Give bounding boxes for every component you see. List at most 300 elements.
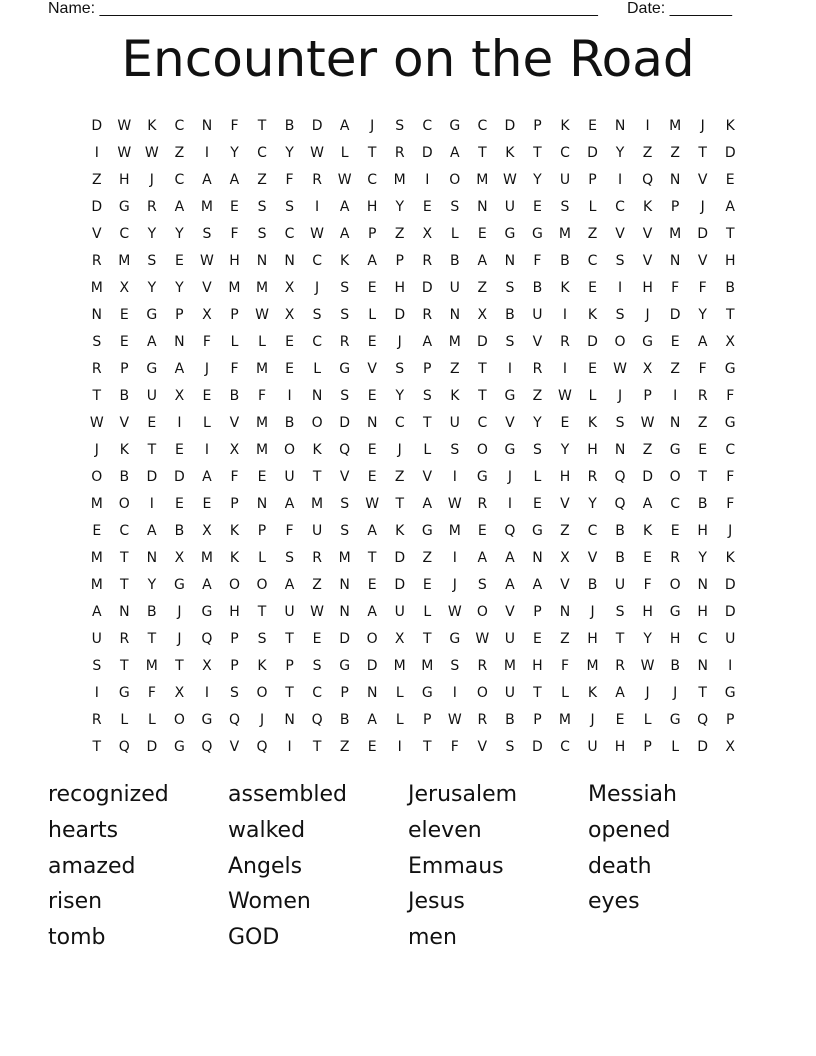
grid-cell: V bbox=[615, 225, 625, 242]
grid-cell: I bbox=[562, 306, 568, 323]
grid-cell: T bbox=[422, 630, 432, 647]
grid-cell: S bbox=[422, 387, 432, 404]
grid-cell: V bbox=[697, 171, 708, 188]
grid-cell: X bbox=[284, 279, 295, 296]
grid-cell: D bbox=[587, 333, 598, 350]
grid-cell: N bbox=[697, 657, 708, 674]
grid-cell: I bbox=[397, 738, 402, 755]
word-list-item: walked bbox=[228, 817, 306, 843]
grid-cell: T bbox=[725, 306, 735, 323]
grid-cell: T bbox=[285, 684, 294, 701]
grid-cell: W bbox=[255, 306, 269, 323]
grid-cell: Y bbox=[175, 279, 184, 296]
grid-cell: U bbox=[284, 603, 295, 620]
grid-cell: R bbox=[422, 306, 433, 323]
grid-cell: A bbox=[339, 198, 350, 215]
word-list-item: eyes bbox=[588, 889, 640, 915]
grid-cell: G bbox=[504, 225, 516, 242]
grid-cell: C bbox=[394, 414, 405, 431]
grid-cell: C bbox=[587, 252, 598, 269]
grid-cell: F bbox=[230, 225, 239, 242]
grid-cell: I bbox=[315, 198, 320, 215]
grid-cell: W bbox=[447, 495, 462, 512]
grid-cell: Z bbox=[312, 576, 322, 593]
grid-cell: E bbox=[257, 468, 267, 485]
grid-cell: Q bbox=[642, 171, 654, 188]
grid-cell: C bbox=[422, 117, 433, 134]
word-list-item: amazed bbox=[48, 853, 136, 879]
grid-cell: C bbox=[367, 171, 378, 188]
word-list-item: Jerusalem bbox=[408, 782, 518, 807]
grid-cell: W bbox=[117, 144, 132, 161]
grid-cell: E bbox=[477, 225, 487, 242]
grid-cell: N bbox=[339, 576, 350, 593]
grid-cell: N bbox=[669, 252, 681, 269]
grid-cell: K bbox=[229, 522, 240, 539]
grid-cell: K bbox=[340, 252, 350, 269]
grid-cell: E bbox=[174, 495, 184, 512]
grid-cell: A bbox=[202, 576, 212, 593]
grid-cell: Q bbox=[201, 630, 213, 647]
grid-cell: M bbox=[393, 171, 406, 188]
grid-cell: T bbox=[312, 468, 322, 485]
grid-cell: E bbox=[477, 522, 487, 539]
grid-cell: D bbox=[91, 117, 103, 134]
grid-cell: P bbox=[725, 711, 735, 728]
grid-cell: A bbox=[174, 198, 185, 215]
grid-cell: T bbox=[478, 387, 487, 404]
grid-cell: D bbox=[146, 738, 158, 755]
grid-cell: Y bbox=[395, 387, 404, 404]
grid-cell: E bbox=[670, 333, 680, 350]
grid-cell: P bbox=[257, 522, 267, 539]
grid-cell: T bbox=[92, 387, 102, 404]
grid-cell: W bbox=[89, 414, 104, 431]
grid-cell: P bbox=[230, 306, 239, 323]
grid-cell: V bbox=[587, 549, 598, 566]
grid-cell: O bbox=[614, 333, 626, 350]
letter-grid bbox=[83, 112, 744, 760]
grid-cell: R bbox=[312, 549, 322, 566]
grid-cell: K bbox=[147, 117, 157, 134]
grid-cell: V bbox=[560, 576, 570, 593]
grid-cell: A bbox=[615, 684, 625, 701]
grid-cell: E bbox=[202, 387, 212, 404]
grid-cell: J bbox=[507, 468, 512, 485]
grid-cell: A bbox=[339, 225, 350, 242]
grid-cell: F bbox=[285, 522, 294, 539]
grid-cell: L bbox=[423, 603, 432, 620]
grid-cell: M bbox=[90, 549, 103, 566]
grid-cell: V bbox=[642, 225, 653, 242]
grid-cell: B bbox=[147, 603, 157, 620]
grid-cell: I bbox=[507, 360, 512, 377]
grid-cell: E bbox=[92, 522, 102, 539]
grid-cell: Y bbox=[698, 306, 707, 323]
grid-cell: J bbox=[177, 630, 182, 647]
grid-cell: F bbox=[726, 387, 735, 404]
grid-cell: D bbox=[394, 306, 406, 323]
grid-cell: Q bbox=[311, 711, 323, 728]
grid-cell: E bbox=[698, 441, 708, 458]
name-line: Name: ________________________________________________________ bbox=[48, 0, 598, 17]
grid-cell: V bbox=[532, 333, 543, 350]
grid-cell: W bbox=[447, 603, 462, 620]
grid-cell: H bbox=[697, 603, 708, 620]
grid-cell: J bbox=[259, 711, 265, 728]
grid-cell: O bbox=[91, 468, 103, 485]
grid-cell: T bbox=[367, 549, 377, 566]
grid-cell: E bbox=[643, 549, 653, 566]
grid-cell: O bbox=[256, 576, 268, 593]
grid-cell: I bbox=[507, 495, 512, 512]
grid-cell: P bbox=[395, 252, 404, 269]
grid-cell: F bbox=[147, 684, 156, 701]
grid-cell: U bbox=[394, 603, 405, 620]
grid-cell: X bbox=[642, 360, 653, 377]
grid-cell: I bbox=[149, 495, 154, 512]
grid-cell: I bbox=[728, 657, 733, 674]
grid-cell: U bbox=[559, 171, 571, 188]
grid-cell: R bbox=[312, 171, 322, 188]
grid-cell: J bbox=[645, 684, 650, 701]
grid-cell: C bbox=[257, 144, 267, 161]
word-list-item: eleven bbox=[408, 817, 482, 843]
grid-cell: M bbox=[476, 171, 489, 188]
grid-cell: X bbox=[725, 738, 736, 755]
grid-cell: T bbox=[422, 738, 432, 755]
grid-cell: E bbox=[367, 441, 377, 458]
grid-cell: S bbox=[285, 198, 294, 215]
grid-cell: E bbox=[367, 738, 377, 755]
grid-cell: E bbox=[367, 333, 377, 350]
grid-cell: X bbox=[174, 387, 185, 404]
grid-cell: Z bbox=[91, 171, 102, 188]
grid-cell: Y bbox=[147, 225, 157, 242]
grid-cell: A bbox=[367, 711, 377, 728]
grid-cell: L bbox=[230, 333, 239, 350]
grid-cell: C bbox=[615, 198, 625, 215]
grid-cell: G bbox=[532, 522, 543, 539]
grid-cell: G bbox=[724, 684, 736, 701]
grid-cell: W bbox=[310, 603, 325, 620]
grid-cell: H bbox=[532, 657, 543, 674]
grid-cell: I bbox=[287, 738, 292, 755]
grid-cell: W bbox=[117, 117, 132, 134]
grid-cell: D bbox=[421, 279, 433, 296]
grid-cell: L bbox=[423, 441, 432, 458]
grid-cell: M bbox=[90, 495, 103, 512]
grid-cell: X bbox=[119, 279, 130, 296]
grid-cell: T bbox=[120, 657, 129, 674]
grid-cell: A bbox=[422, 333, 433, 350]
grid-cell: B bbox=[587, 576, 598, 593]
grid-cell: Y bbox=[615, 144, 625, 161]
grid-cell: S bbox=[615, 306, 625, 323]
grid-cell: S bbox=[202, 225, 212, 242]
grid-cell: D bbox=[394, 576, 406, 593]
grid-cell: T bbox=[615, 630, 625, 647]
grid-cell: X bbox=[394, 630, 405, 647]
grid-cell: Q bbox=[256, 738, 268, 755]
grid-cell: A bbox=[229, 171, 240, 188]
grid-cell: L bbox=[147, 711, 156, 728]
grid-cell: A bbox=[174, 360, 185, 377]
grid-cell: B bbox=[505, 711, 515, 728]
grid-cell: K bbox=[505, 144, 515, 161]
grid-cell: V bbox=[202, 279, 212, 296]
grid-cell: F bbox=[560, 657, 569, 674]
grid-cell: Z bbox=[174, 144, 185, 161]
grid-cell: Y bbox=[533, 171, 542, 188]
grid-cell: B bbox=[339, 711, 350, 728]
grid-cell: A bbox=[202, 468, 212, 485]
grid-cell: J bbox=[673, 684, 678, 701]
grid-cell: D bbox=[587, 144, 598, 161]
grid-cell: S bbox=[477, 576, 487, 593]
grid-cell: O bbox=[476, 441, 488, 458]
word-list-item: death bbox=[588, 853, 652, 879]
grid-cell: X bbox=[560, 549, 570, 566]
grid-cell: E bbox=[202, 495, 212, 512]
grid-cell: S bbox=[340, 279, 350, 296]
grid-cell: J bbox=[149, 171, 154, 188]
grid-cell: H bbox=[229, 603, 240, 620]
grid-cell: F bbox=[230, 117, 239, 134]
grid-cell: R bbox=[394, 144, 405, 161]
grid-cell: I bbox=[562, 360, 568, 377]
grid-cell: W bbox=[475, 630, 490, 647]
grid-cell: M bbox=[558, 711, 572, 728]
grid-cell: K bbox=[587, 306, 598, 323]
grid-cell: U bbox=[532, 306, 543, 323]
grid-cell: G bbox=[173, 738, 185, 755]
grid-cell: N bbox=[339, 603, 350, 620]
grid-cell: S bbox=[230, 684, 239, 701]
grid-cell: N bbox=[311, 387, 323, 404]
grid-cell: M bbox=[90, 576, 103, 593]
grid-cell: G bbox=[449, 630, 461, 647]
grid-cell: I bbox=[94, 684, 99, 701]
grid-cell: Y bbox=[698, 549, 707, 566]
grid-cell: E bbox=[670, 522, 680, 539]
grid-cell: J bbox=[204, 360, 209, 377]
grid-cell: R bbox=[477, 657, 488, 674]
grid-cell: F bbox=[230, 360, 239, 377]
grid-cell: Q bbox=[118, 738, 130, 755]
grid-cell: Z bbox=[642, 441, 653, 458]
grid-cell: F bbox=[202, 333, 211, 350]
grid-cell: T bbox=[478, 144, 487, 161]
grid-cell: G bbox=[146, 306, 158, 323]
grid-cell: U bbox=[284, 468, 295, 485]
grid-cell: R bbox=[697, 387, 708, 404]
grid-cell: T bbox=[92, 738, 102, 755]
grid-cell: M bbox=[200, 549, 213, 566]
grid-cell: U bbox=[587, 738, 598, 755]
grid-cell: T bbox=[312, 738, 322, 755]
grid-cell: S bbox=[340, 522, 350, 539]
grid-cell: D bbox=[366, 657, 378, 674]
grid-cell: C bbox=[560, 738, 570, 755]
grid-cell: O bbox=[118, 495, 130, 512]
page-title: Encounter on the Road bbox=[121, 30, 695, 88]
grid-cell: H bbox=[366, 198, 378, 215]
grid-cell: D bbox=[724, 603, 736, 620]
grid-cell: T bbox=[698, 468, 707, 485]
grid-cell: C bbox=[477, 117, 488, 134]
grid-cell: N bbox=[532, 549, 543, 566]
grid-cell: Y bbox=[395, 198, 404, 215]
grid-cell: G bbox=[201, 711, 213, 728]
grid-cell: A bbox=[284, 576, 295, 593]
grid-cell: N bbox=[284, 711, 295, 728]
grid-cell: F bbox=[671, 279, 680, 296]
grid-cell: R bbox=[670, 549, 680, 566]
grid-cell: F bbox=[230, 468, 239, 485]
grid-cell: D bbox=[697, 738, 709, 755]
grid-cell: L bbox=[450, 225, 459, 242]
grid-cell: A bbox=[505, 549, 515, 566]
grid-cell: G bbox=[669, 441, 681, 458]
grid-cell: M bbox=[586, 657, 599, 674]
grid-cell: I bbox=[204, 441, 209, 458]
grid-cell: K bbox=[560, 117, 570, 134]
grid-cell: U bbox=[614, 576, 626, 593]
grid-cell: L bbox=[340, 144, 349, 161]
grid-cell: G bbox=[421, 684, 433, 701]
grid-cell: M bbox=[145, 657, 158, 674]
grid-cell: E bbox=[588, 360, 597, 377]
grid-cell: H bbox=[697, 522, 708, 539]
grid-cell: U bbox=[146, 387, 157, 404]
grid-cell: D bbox=[724, 144, 736, 161]
grid-cell: O bbox=[476, 684, 488, 701]
grid-cell: W bbox=[613, 360, 627, 377]
grid-cell: W bbox=[337, 171, 352, 188]
grid-cell: W bbox=[144, 144, 159, 161]
grid-cell: C bbox=[119, 225, 130, 242]
grid-cell: Y bbox=[560, 441, 570, 458]
grid-cell: A bbox=[450, 144, 460, 161]
grid-cell: S bbox=[285, 549, 294, 566]
grid-cell: D bbox=[476, 333, 488, 350]
grid-cell: C bbox=[119, 522, 130, 539]
grid-cell: P bbox=[230, 495, 239, 512]
grid-cell: D bbox=[146, 468, 158, 485]
grid-cell: P bbox=[670, 198, 680, 215]
grid-cell: M bbox=[669, 117, 682, 134]
grid-cell: D bbox=[173, 468, 185, 485]
grid-cell: L bbox=[671, 738, 680, 755]
grid-cell: A bbox=[697, 333, 708, 350]
grid-cell: S bbox=[92, 333, 102, 350]
grid-cell: M bbox=[448, 333, 461, 350]
grid-cell: S bbox=[615, 414, 625, 431]
grid-cell: I bbox=[617, 171, 623, 188]
grid-cell: O bbox=[476, 603, 488, 620]
grid-cell: P bbox=[643, 738, 652, 755]
grid-cell: R bbox=[477, 711, 488, 728]
word-list-item: GOD bbox=[228, 925, 280, 950]
grid-cell: C bbox=[697, 630, 708, 647]
grid-cell: Q bbox=[201, 738, 213, 755]
grid-cell: Y bbox=[147, 279, 157, 296]
grid-cell: S bbox=[340, 306, 350, 323]
grid-cell: M bbox=[421, 657, 434, 674]
grid-cell: D bbox=[339, 630, 351, 647]
grid-cell: P bbox=[120, 360, 129, 377]
grid-cell: O bbox=[366, 630, 378, 647]
grid-cell: R bbox=[560, 333, 570, 350]
grid-cell: Y bbox=[533, 414, 542, 431]
grid-cell: J bbox=[94, 441, 99, 458]
grid-cell: Q bbox=[614, 468, 626, 485]
grid-cell: O bbox=[256, 684, 268, 701]
grid-cell: V bbox=[119, 414, 130, 431]
grid-cell: Q bbox=[697, 711, 709, 728]
grid-cell: Z bbox=[670, 144, 680, 161]
grid-cell: W bbox=[310, 144, 325, 161]
grid-cell: D bbox=[697, 225, 709, 242]
grid-cell: Z bbox=[560, 522, 570, 539]
grid-cell: D bbox=[394, 549, 406, 566]
grid-cell: U bbox=[504, 630, 515, 647]
grid-cell: G bbox=[339, 657, 351, 674]
grid-cell: W bbox=[310, 225, 325, 242]
grid-cell: B bbox=[229, 387, 240, 404]
grid-cell: R bbox=[146, 198, 157, 215]
grid-cell: R bbox=[422, 252, 433, 269]
grid-cell: E bbox=[560, 414, 570, 431]
grid-cell: T bbox=[533, 144, 542, 161]
grid-cell: T bbox=[257, 117, 267, 134]
grid-cell: R bbox=[339, 333, 350, 350]
grid-cell: W bbox=[558, 387, 572, 404]
grid-cell: Z bbox=[422, 549, 433, 566]
grid-cell: J bbox=[617, 387, 623, 404]
grid-cell: Z bbox=[450, 360, 460, 377]
grid-cell: J bbox=[370, 117, 375, 134]
grid-cell: F bbox=[450, 738, 459, 755]
grid-cell: Y bbox=[643, 630, 652, 647]
grid-cell: Y bbox=[588, 495, 597, 512]
grid-cell: K bbox=[450, 387, 460, 404]
grid-cell: G bbox=[146, 360, 158, 377]
grid-cell: L bbox=[533, 468, 542, 485]
grid-cell: P bbox=[533, 117, 542, 134]
grid-cell: L bbox=[588, 387, 597, 404]
grid-cell: K bbox=[119, 441, 129, 458]
grid-cell: E bbox=[312, 630, 322, 647]
grid-cell: L bbox=[561, 684, 569, 701]
grid-cell: T bbox=[120, 549, 129, 566]
grid-cell: P bbox=[423, 711, 432, 728]
grid-cell: V bbox=[505, 603, 515, 620]
grid-cell: K bbox=[587, 684, 598, 701]
grid-cell: S bbox=[615, 252, 625, 269]
word-list-item: risen bbox=[48, 889, 103, 915]
grid-cell: S bbox=[147, 252, 157, 269]
grid-cell: T bbox=[698, 144, 707, 161]
grid-cell: E bbox=[147, 414, 157, 431]
grid-cell: L bbox=[368, 306, 377, 323]
grid-cell: S bbox=[450, 198, 460, 215]
grid-cell: F bbox=[285, 171, 294, 188]
grid-cell: B bbox=[532, 279, 543, 296]
grid-cell: Q bbox=[504, 522, 516, 539]
grid-cell: N bbox=[449, 306, 461, 323]
